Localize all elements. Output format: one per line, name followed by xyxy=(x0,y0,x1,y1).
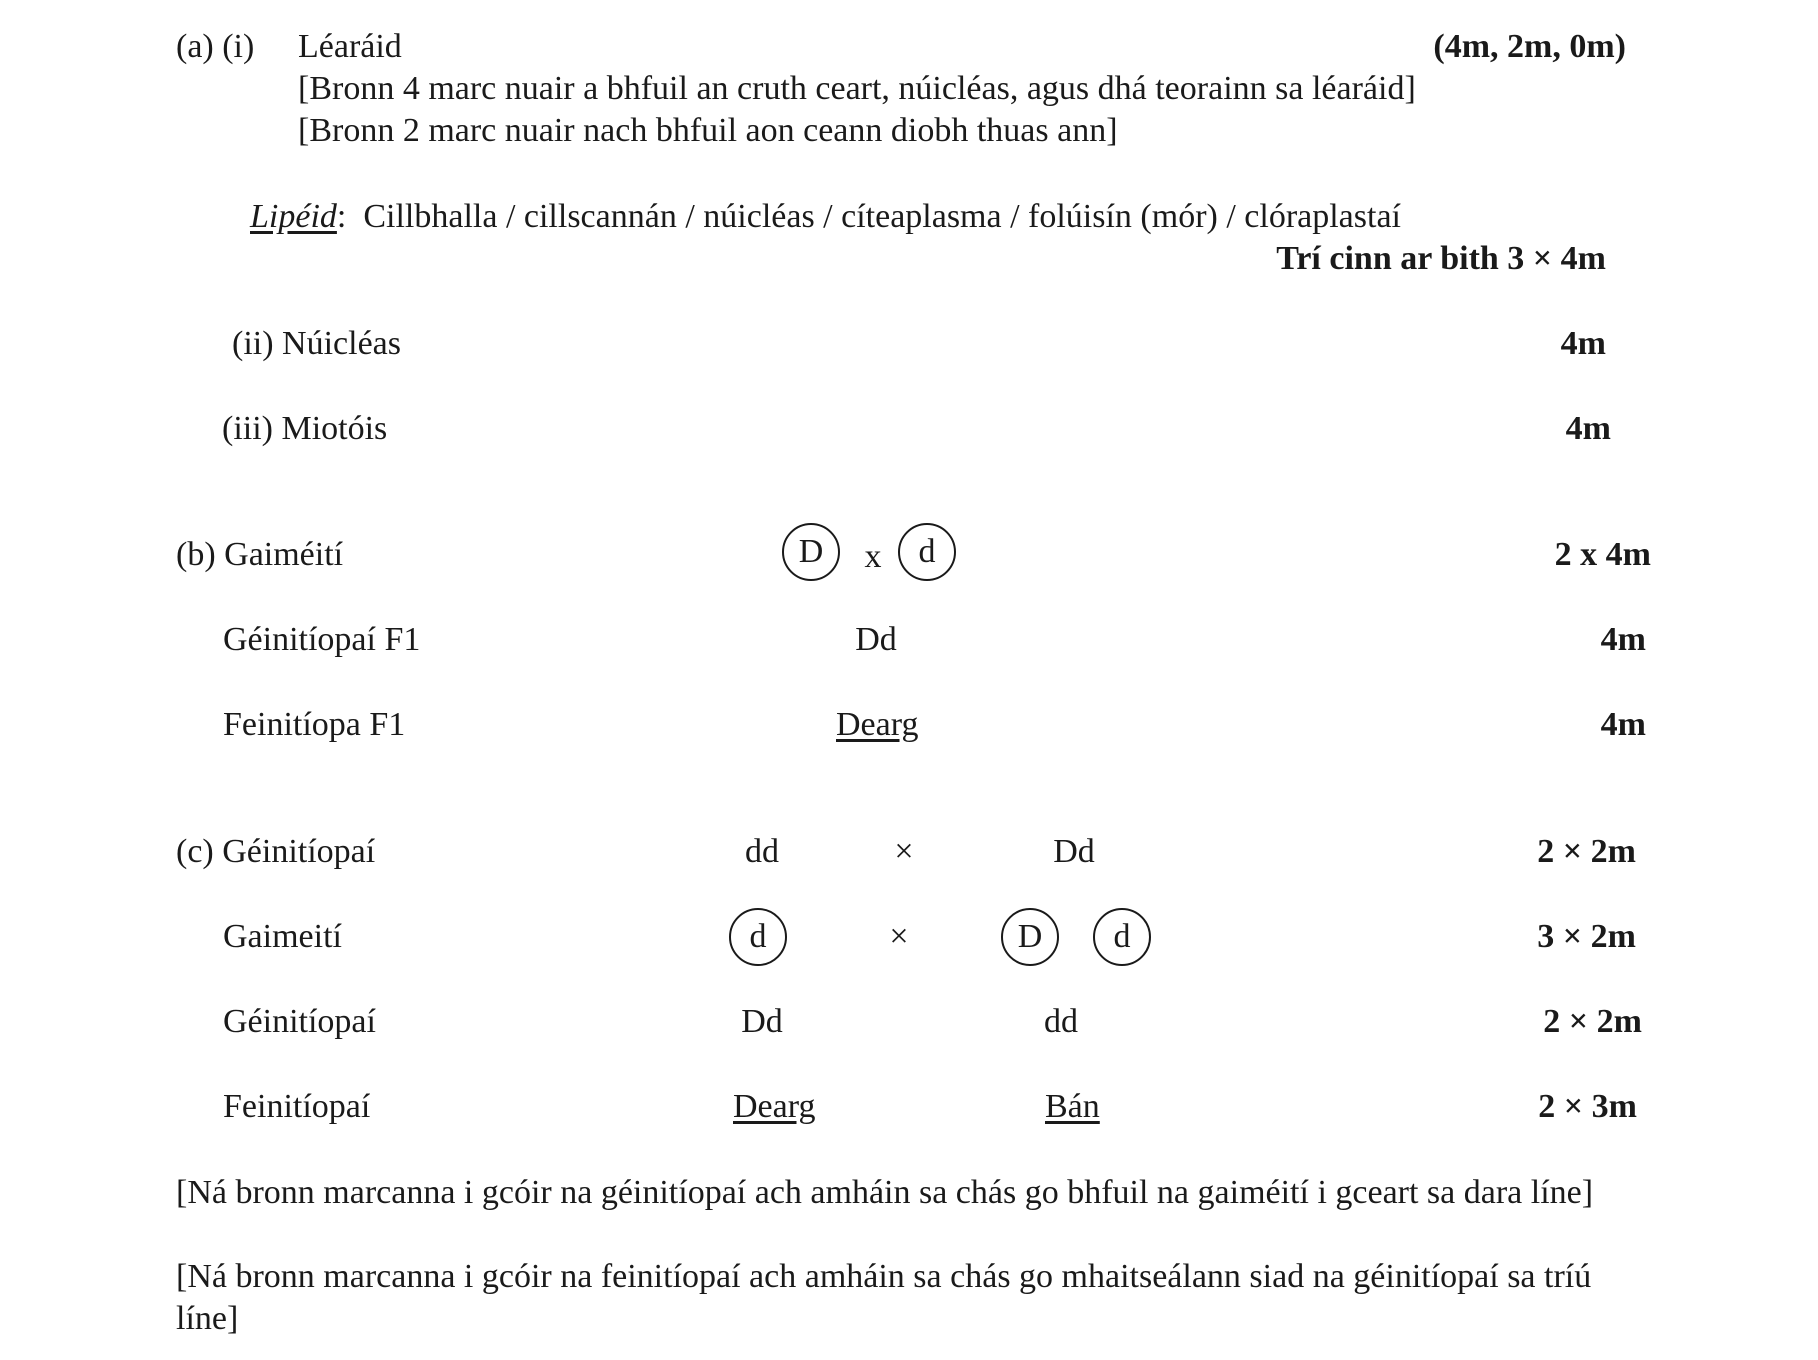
part-c-gametes-marks: 3 × 2m xyxy=(1537,918,1636,955)
part-c-phenotype-2: Bán xyxy=(1045,1088,1100,1125)
gamete-text: d xyxy=(918,533,936,570)
part-c-parent-2: Dd xyxy=(1053,833,1095,870)
part-c-genotypes-marks: 2 × 2m xyxy=(1537,833,1636,870)
gamete-text: D xyxy=(798,533,824,570)
part-b-genotype-value: Dd xyxy=(855,621,897,658)
footer-note-2: [Ná bronn marcanna i gcóir na feinitíopaí ach amháin sa chás go mhaitseálann siad na géinitíopaí sa tríú líne] xyxy=(176,1258,1592,1337)
part-c-cross: × xyxy=(894,833,914,870)
part-c-offspring-1: Dd xyxy=(741,1003,783,1040)
footer-note-1: [Ná bronn marcanna i gcóir na géinitíopaí ach amháin sa chás go bhfuil na gaiméití i gceart sa dara líne] xyxy=(176,1174,1594,1211)
cross-symbol: x xyxy=(864,538,882,575)
gamete-circle-D xyxy=(1001,908,1059,966)
gamete-text: D xyxy=(1017,918,1043,955)
part-a-title: Léaráid xyxy=(298,28,402,65)
part-a-iii-label: (iii) Miotóis xyxy=(222,410,388,447)
gamete-text: d xyxy=(1113,918,1131,955)
part-c-gamete-cross: × xyxy=(889,918,909,955)
part-a-note-1: [Bronn 4 marc nuair a bhfuil an cruth ceart, núicléas, agus dhá teorainn sa léaráid] xyxy=(298,70,1416,107)
part-c-genotypes-label: (c) Géinitíopaí xyxy=(176,833,376,870)
part-c-offspring-marks: 2 × 2m xyxy=(1543,1003,1642,1040)
part-c-offspring-label: Géinitíopaí xyxy=(223,1003,376,1040)
labels-colon: : xyxy=(336,198,347,235)
part-a-marks: (4m, 2m, 0m) xyxy=(1433,28,1626,65)
labels-heading: Lipéid xyxy=(250,198,337,235)
part-a-label: (a) (i) xyxy=(176,28,255,65)
part-a-note-2: [Bronn 2 marc nuair nach bhfuil aon ceann diobh thuas ann] xyxy=(298,112,1118,149)
part-c-phenotype-1: Dearg xyxy=(733,1088,816,1125)
gamete-circle-d xyxy=(729,908,787,966)
part-b-phenotype-value: Dearg xyxy=(836,706,919,743)
part-c-phenotypes-label: Feinitíopaí xyxy=(223,1088,371,1125)
gamete-circle-D xyxy=(782,523,840,581)
part-c-gametes-label: Gaimeití xyxy=(223,918,342,955)
part-c-phenotypes-marks: 2 × 3m xyxy=(1538,1088,1637,1125)
part-a-iii-marks: 4m xyxy=(1565,410,1611,447)
part-b-phenotype-label: Feinitíopa F1 xyxy=(223,706,406,743)
labels-marks: Trí cinn ar bith 3 × 4m xyxy=(1276,240,1606,277)
part-c-parent-1: dd xyxy=(745,833,779,870)
part-a-ii-label: (ii) Núicléas xyxy=(232,325,401,362)
gamete-circle-d xyxy=(1093,908,1151,966)
part-b-genotype-marks: 4m xyxy=(1600,621,1646,658)
labels-line xyxy=(250,200,1401,234)
part-b-phenotype-marks: 4m xyxy=(1600,706,1646,743)
part-b-gametes-marks: 2 x 4m xyxy=(1554,536,1651,573)
part-c-offspring-2: dd xyxy=(1044,1003,1078,1040)
part-b-genotype-label: Géinitíopaí F1 xyxy=(223,621,421,658)
part-a-ii-marks: 4m xyxy=(1560,325,1606,362)
labels-list: Cillbhalla / cillscannán / núicléas / cíteaplasma / folúisín (mór) / clóraplastaí xyxy=(363,198,1401,235)
gamete-circle-d xyxy=(898,523,956,581)
part-b-gametes-label: (b) Gaiméití xyxy=(176,536,344,573)
gamete-text: d xyxy=(749,918,767,955)
